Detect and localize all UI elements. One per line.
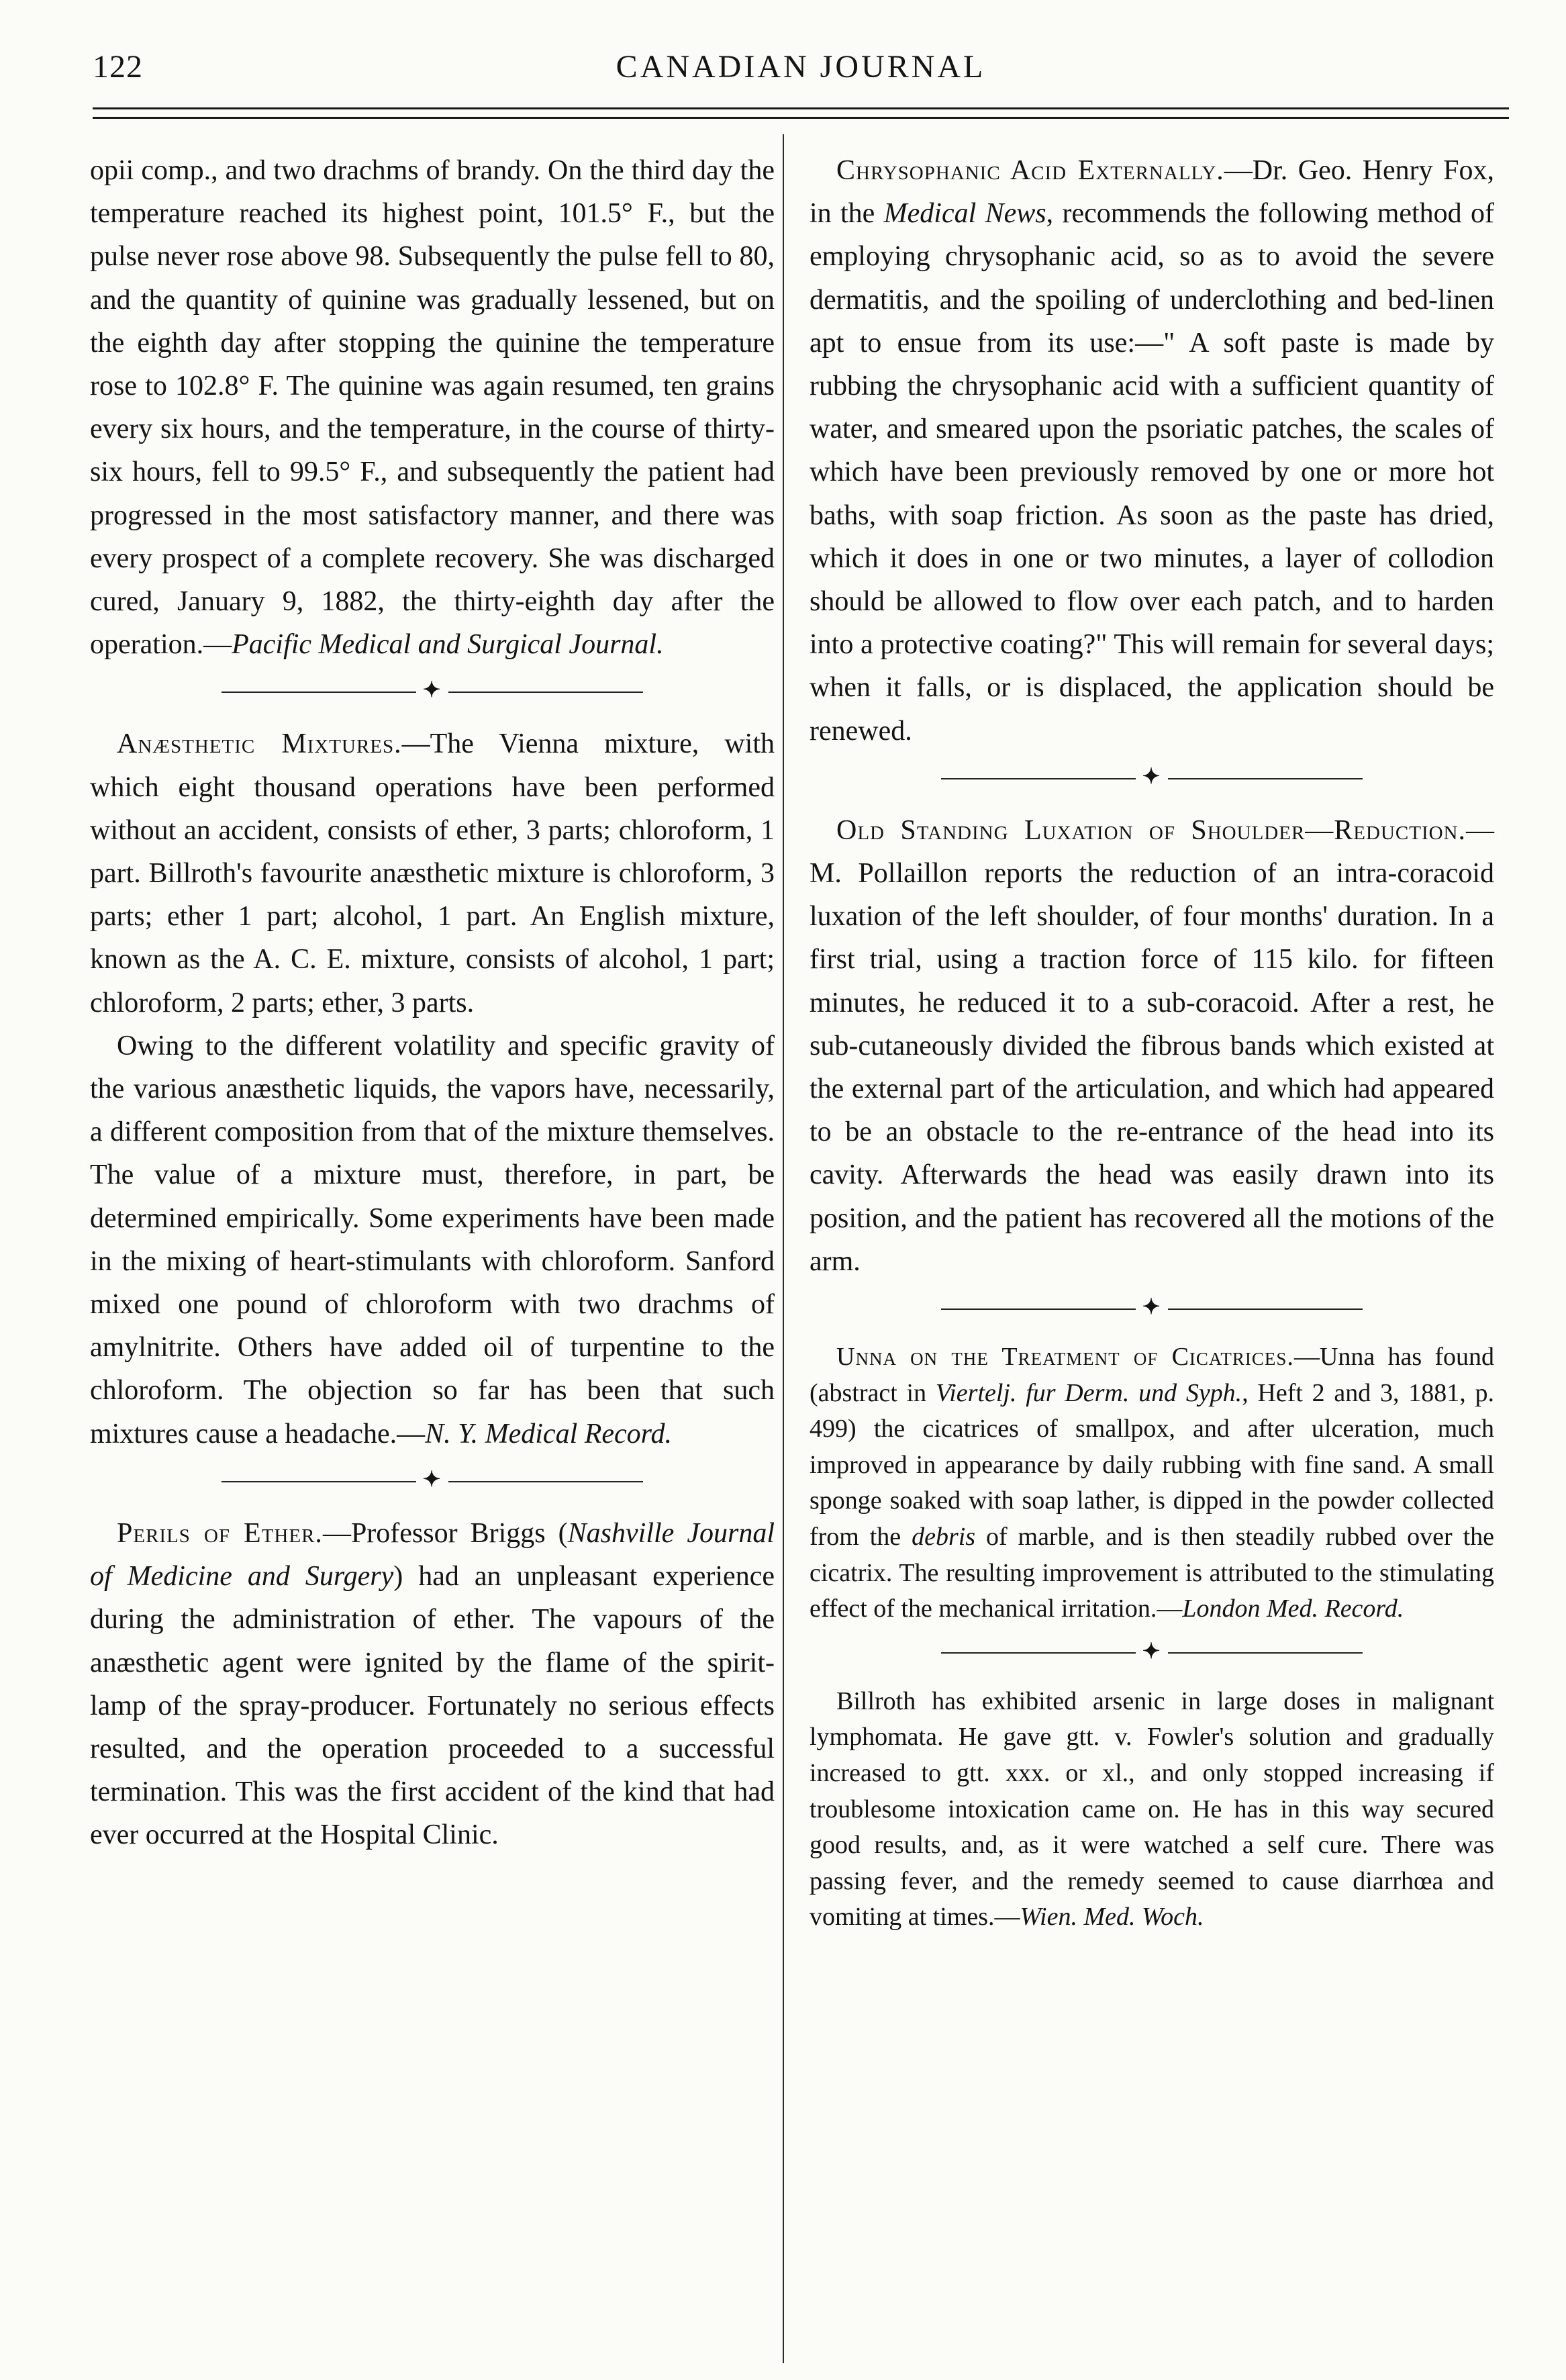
continued-source: Pacific Medical and Surgical Journal. — [232, 629, 664, 661]
perils-heading: Perils of Ether. — [117, 1517, 323, 1549]
billroth-source: Wien. Med. Woch. — [1020, 1903, 1204, 1932]
perils-journal: Nashville Journal of Medicine and Surgery — [90, 1517, 775, 1592]
page-header — [93, 48, 1509, 109]
article-unna-cicatrices — [810, 1339, 1494, 1627]
article-perils-of-ether — [90, 1512, 775, 1857]
perils-text: ) had an unpleasant experience during the administration of ether. The vapours of the anæsthetic agent were ignited by the flame of the spirit-lamp of the spray-producer. Fortunately no serious effects resulted, and the operation proceeded to a successful termination. This was the first accident of the kind that had ever occurred at the Hospital Clinic. — [90, 1561, 775, 1851]
anaesthetic-heading: Anæsthetic Mixtures. — [117, 728, 402, 760]
unna-journal: Viertelj. fur Derm. und Syph. — [935, 1378, 1242, 1407]
chryso-journal: Medical News — [883, 198, 1046, 230]
right-column — [810, 149, 1494, 1936]
page-number: 122 — [93, 49, 143, 85]
unna-text-2: of marble, and is then steadily rubbed over the cicatrix. The resulting improvement is attributed to the stimulating effect of the mechanical irritation.— — [810, 1523, 1495, 1623]
article-continued — [90, 149, 775, 666]
anaesthetic-paragraph-2 — [90, 1025, 775, 1456]
unna-lead: —Unna has found (abstract in — [810, 1343, 1495, 1407]
luxation-paragraph — [810, 809, 1494, 1283]
section-ornament: ✦ — [90, 671, 775, 708]
anaesthetic-text-2: Owing to the different volatility and specific gravity of the various anæsthetic liquids, the vapors have, necessarily, a different composition from that of the mixture themselves. The value of a mixture must, therefore, in part, be determined empirically. Some experiments have been made in the mixing of heart-stimulants with chloroform. Sanford mixed one pound of chloroform with two drachms of amylnitrite. Others have added oil of turpentine to the chloroform. The objection so far has been that such mixtures cause a headache.— — [90, 1030, 775, 1449]
header-rule-bottom — [93, 117, 1509, 119]
unna-heading: Unna on the Treatment of Cicatrices. — [836, 1343, 1294, 1372]
chryso-heading: Chrysophanic Acid Externally. — [836, 155, 1224, 186]
article-continued-paragraph — [90, 149, 775, 666]
perils-paragraph — [90, 1512, 775, 1857]
unna-debris: debris — [912, 1523, 976, 1552]
anaesthetic-text-1: —The Vienna mixture, with which eight thousand operations have been performed without an accident, consists of ether, 3 parts; chloroform, 1 part. Billroth's favourite anæsthetic mixture is chloroform, 3 parts; ether 1 part; alcohol, 1 part. An English mixture, known as the A. C. E. mixture, consists of alcohol, 1 part; chloroform, 2 parts; ether, 3 parts. — [90, 728, 775, 1018]
section-ornament: ✦ — [810, 1288, 1494, 1325]
article-chrysophanic-acid — [810, 149, 1494, 753]
luxation-text: —M. Pollaillon reports the reduction of an intra-coracoid luxation of the left shoulder, of four months' duration. In a first trial, using a traction force of 115 kilo. for fifteen minutes, he reduced it to a sub-coracoid. After a rest, he sub-cutaneously divided the fibrous bands which existed at the external part of the articulation, and which had appeared to be an obstacle to the re-entrance of the head into its cavity. Afterwards the head was easily drawn into its position, and the patient has recovered all the motions of the arm. — [810, 814, 1494, 1277]
left-column — [90, 149, 775, 1857]
unna-text: , Heft 2 and 3, 1881, p. 499) the cicatrices of smallpox, and after ulceration, much improved in appearance by daily rubbing with fine sand. A small sponge soaked with soap lather, is dipped in the powder collected from the — [810, 1378, 1494, 1552]
unna-source: London Med. Record. — [1182, 1594, 1404, 1623]
unna-paragraph — [810, 1339, 1494, 1627]
article-anaesthetic-mixtures — [90, 722, 775, 1455]
continued-text: opii comp., and two drachms of brandy. On the third day the temperature reached its highest point, 101.5° F., but the pulse never rose above 98. Subsequently the pulse fell to 80, and the quantity of quinine was gradually lessened, but on the eighth day after stopping the quinine the temperature rose to 102.8° F. The quinine was again resumed, ten grains every six hours, and the temperature, in the course of thirty-six hours, fell to 99.5° F., and subsequently the patient had progressed in the most satisfactory manner, and there was every prospect of a complete recovery. She was discharged cured, January 9, 1882, the thirty-eighth day after the operation.— — [90, 155, 775, 661]
running-title: CANADIAN JOURNAL — [616, 49, 986, 85]
luxation-heading: Old Standing Luxation of Shoulder—Reduction. — [836, 814, 1466, 846]
section-ornament: ✦ — [810, 1633, 1494, 1669]
billroth-text: Billroth has exhibited arsenic in large doses in malignant lymphomata. He gave gtt. v. Fowler's solution and gradually increased to gtt. xxx. or xl., and only stopped increasing if troublesome intoxication came on. He has in this way secured good results, and, as it were watched a self cure. There was passing fever, and the remedy seemed to cause diarrhœa and vomiting at times.— — [810, 1686, 1494, 1932]
chryso-text: , recommends the following method of employing chrysophanic acid, so as to avoid the severe dermatitis, and the spoiling of underclothing and bed-linen apt to ensue from its use:—" A soft paste is made by rubbing the chrysophanic acid with a sufficient quantity of water, and smeared upon the psoriatic patches, the scales of which have been previously removed by one or more hot baths, with soap friction. As soon as the paste has dried, which it does in one or two minutes, a layer of collodion should be allowed to flow over each patch, and to harden into a protective coating?" This will remain for several days; when it falls, or is displaced, the application should be renewed. — [810, 198, 1494, 747]
anaesthetic-source: N. Y. Medical Record. — [425, 1418, 672, 1449]
header-rule-top — [93, 107, 1509, 109]
chryso-paragraph — [810, 149, 1494, 753]
article-billroth-arsenic — [810, 1684, 1494, 1936]
chryso-lead: —Dr. Geo. Henry Fox, in the — [810, 155, 1494, 230]
section-ornament: ✦ — [90, 1461, 775, 1497]
anaesthetic-paragraph-1 — [90, 722, 775, 1024]
article-shoulder-luxation — [810, 809, 1494, 1283]
section-ornament: ✦ — [810, 758, 1494, 794]
column-divider — [783, 134, 784, 2363]
perils-lead: —Professor Briggs ( — [322, 1517, 568, 1549]
billroth-paragraph — [810, 1684, 1494, 1936]
